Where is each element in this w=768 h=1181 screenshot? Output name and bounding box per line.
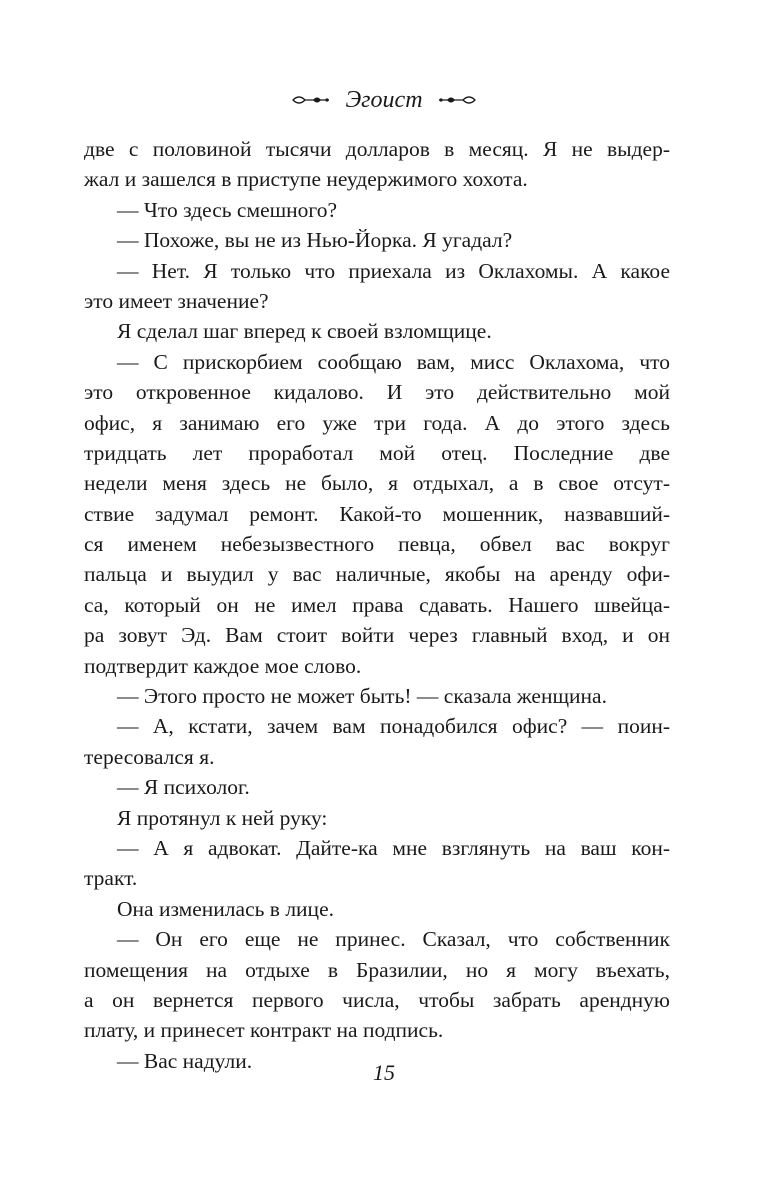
running-header — [0, 84, 768, 115]
text-line: тридцать лет проработал мой отец. Последние две — [84, 440, 670, 465]
text-line: это откровенное кидалово. И это действительно мой — [84, 380, 670, 405]
text-line: — А я адвокат. Дайте-ка мне взглянуть на ваш кон- — [117, 835, 670, 860]
text-line: а он вернется первого числа, чтобы забрать арендную — [84, 987, 670, 1012]
text-line: Я сделал шаг вперед к своей взломщице. — [117, 319, 492, 344]
text-line: — Этого просто не может быть! — сказала женщина. — [117, 684, 607, 709]
ornament-left-icon — [291, 93, 331, 107]
text-line: ся именем небезызвестного певца, обвел вас вокруг — [84, 532, 670, 557]
text-line: пальца и выудил у вас наличные, якобы на аренду офи- — [84, 562, 670, 587]
text-line: Я протянул к ней руку: — [117, 805, 328, 830]
text-line: — Вас надули. — [117, 1048, 253, 1073]
text-line: подтвердит каждое мое слово. — [84, 653, 362, 678]
text-line: — Он его еще не принес. Сказал, что собственник — [117, 927, 670, 952]
text-line: офис, я занимаю его уже три года. А до этого здесь — [84, 410, 670, 435]
text-line: — Я психолог. — [117, 775, 250, 800]
text-line: — Похоже, вы не из Нью-Йорка. Я угадал? — [117, 228, 513, 253]
text-line: — А, кстати, зачем вам понадобился офис? — поин- — [117, 714, 670, 739]
text-line: — С прискорбием сообщаю вам, мисс Оклахома, что — [117, 349, 670, 374]
ornament-right-icon — [437, 93, 477, 107]
text-line: тересовался я. — [84, 744, 215, 769]
text-line: жал и зашелся в приступе неудержимого хохота. — [84, 167, 528, 192]
text-line: — Нет. Я только что приехала из Оклахомы. А какое — [117, 258, 670, 283]
text-line: помещения на отдыхе в Бразилии, но я могу въехать, — [84, 957, 670, 982]
text-line: недели меня здесь не было, я отдыхал, а в свое отсут- — [84, 471, 670, 496]
text-line: Она изменилась в лице. — [117, 896, 334, 921]
text-line: — Что здесь смешного? — [117, 197, 338, 222]
text-line: ра зовут Эд. Вам стоит войти через главный вход, и он — [84, 623, 670, 648]
text-line: это имеет значение? — [84, 288, 269, 313]
text-line: плату, и принесет контракт на подпись. — [84, 1018, 444, 1043]
text-line: две с половиной тысячи долларов в месяц. Я не выдер- — [84, 137, 670, 161]
text-line: ствие задумал ремонт. Какой-то мошенник, назвавший- — [84, 501, 670, 526]
page-body-text — [84, 134, 670, 1076]
text-line: тракт. — [84, 866, 138, 891]
page-number: 15 — [373, 1060, 395, 1085]
text-line: са, который он не имел права сдавать. Нашего швейца- — [84, 592, 670, 617]
running-title: Эгоист — [345, 87, 423, 114]
